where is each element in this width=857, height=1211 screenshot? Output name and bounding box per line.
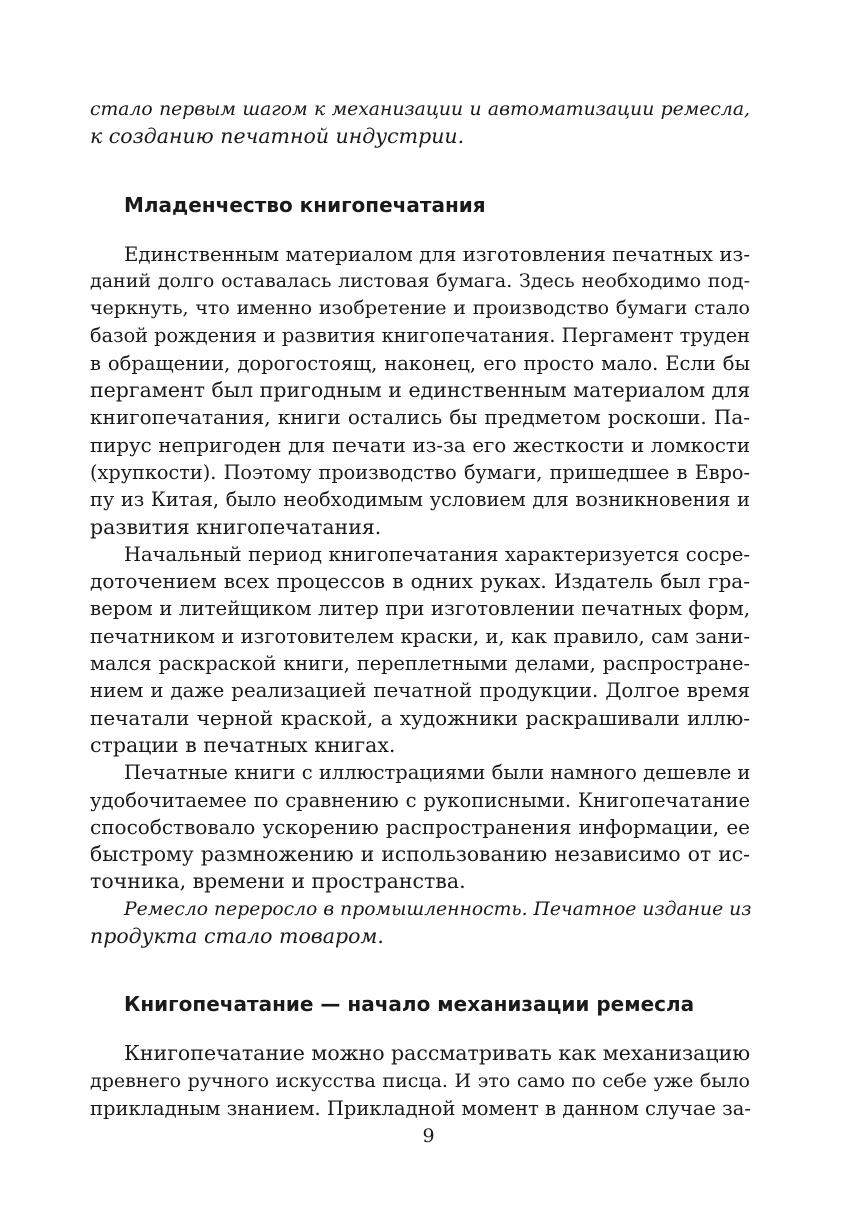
text-line: Единственным материалом для изготовления печатных из- — [124, 242, 750, 266]
text-line: вером и литейщиком литер при изготовлении печатных форм, — [90, 597, 750, 621]
text-line: Печатные книги с иллюстрациями были намного дешевле и — [124, 761, 751, 785]
paragraph-initial-period — [90, 541, 750, 759]
text-line: прикладным знанием. Прикладной момент в данном случае за- — [90, 1096, 751, 1120]
text-line: книгопечатания, книги остались бы предметом роскоши. Па- — [90, 405, 750, 430]
text-line: древнего ручного искусства писца. И это само по себе уже было — [90, 1069, 750, 1092]
text-line: продукта стало товаром. — [90, 924, 384, 949]
text-line: в обращении, дорогостоящ, наконец, его просто мало. Если бы — [90, 351, 750, 375]
text-line: (хрупкости). Поэтому производство бумаги, пришедшее в Евро- — [90, 460, 750, 484]
text-line: черкнуть, что именно изобретение и производство бумаги стало — [90, 297, 750, 320]
text-line: пергамент был пригодным и единственным материалом для — [90, 378, 751, 403]
text-line: удобочитаемее по сравнению с рукописными. Книгопечатание — [90, 788, 750, 812]
text-line: стало первым шагом к механизации и автоматизации ремесла, — [90, 99, 750, 120]
paragraph-craft-to-industry — [90, 896, 750, 951]
paragraph-illustrated-books — [90, 759, 750, 895]
section-heading-mechanization: Книгопечатание — начало механизации ремесла — [124, 992, 695, 1017]
text-line: нием и даже реализацией печатной продукции. Долгое время — [90, 679, 750, 703]
page-body — [90, 96, 750, 1122]
text-line: Начальный период книгопечатания характеризуется сосре- — [124, 542, 750, 566]
text-line: базой рождения и развития книгопечатания. Пергамент труден — [90, 324, 750, 348]
text-line: быстрому размножению и использованию независимо от ис- — [90, 842, 750, 867]
intro-paragraph — [90, 96, 750, 151]
text-line: доточением всех процессов в одних руках. Издатель был гра- — [90, 569, 750, 594]
text-line: точника, времени и пространства. — [90, 869, 466, 894]
text-line: мался раскраской книги, переплетными делами, распростране- — [90, 652, 750, 676]
text-line: Книгопечатание можно рассматривать как механизацию — [124, 1041, 751, 1066]
text-line: способствовало ускорению распространения информации, ее — [90, 814, 750, 839]
section-heading-infancy: Младенчество книгопечатания — [124, 192, 486, 217]
text-line: пирус непригоден для печати из-за его жесткости и ломкости — [90, 433, 750, 457]
text-line: к созданию печатной индустрии. — [90, 124, 465, 149]
paragraph-mechanization — [90, 1040, 750, 1122]
text-line: страции в печатных книгах. — [90, 732, 396, 757]
text-line: Ремесло переросло в промышленность. Печатное издание из — [124, 898, 752, 920]
text-line: печатали черной краской, а художники раскрашивали иллю- — [90, 705, 750, 730]
text-line: развития книгопечатания. — [90, 514, 382, 539]
text-line: печатником и изготовителем краски, и, как правило, сам зани- — [90, 624, 750, 648]
text-line: пу из Китая, было необходимым условием для возникновения и — [90, 488, 750, 512]
text-line: даний долго оставалась листовая бумага. Здесь необходимо под- — [90, 269, 750, 292]
page-number: 9 — [422, 1125, 435, 1147]
paragraph-paper — [90, 241, 750, 541]
